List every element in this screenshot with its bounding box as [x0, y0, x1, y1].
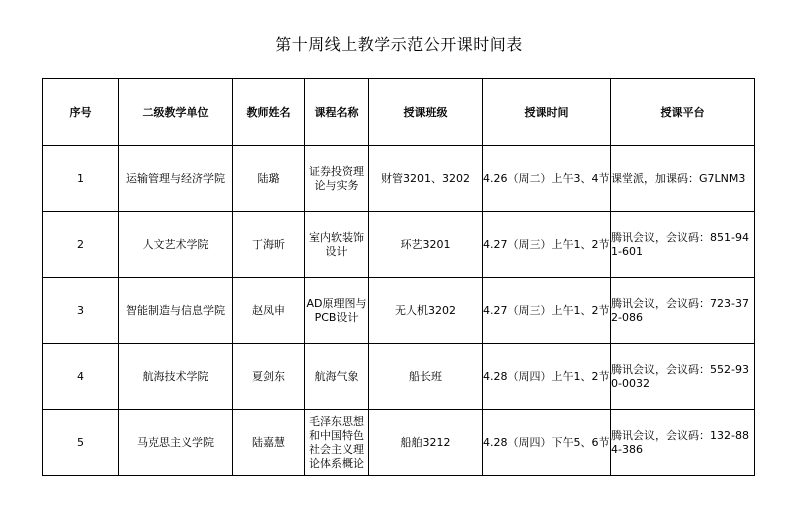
cell-no: 2 [43, 212, 119, 278]
table-row [43, 146, 755, 212]
table-row [43, 344, 755, 410]
cell-class: 船舶3212 [369, 410, 483, 476]
cell-no: 5 [43, 410, 119, 476]
cell-class: 船长班 [369, 344, 483, 410]
cell-no: 1 [43, 146, 119, 212]
cell-platform: 腾讯会议，会议码：851-941-601 [611, 212, 755, 278]
table-row [43, 410, 755, 476]
cell-time: 4.28（周四）上午1、2节 [483, 344, 611, 410]
cell-teacher: 陆嘉慧 [233, 410, 305, 476]
header-class: 授课班级 [369, 79, 483, 146]
cell-course: 室内软装饰设计 [305, 212, 369, 278]
cell-time: 4.26（周二）上午3、4节 [483, 146, 611, 212]
cell-platform: 课堂派，加课码：G7LNM3 [611, 146, 755, 212]
cell-unit: 马克思主义学院 [119, 410, 233, 476]
cell-course: 毛泽东思想和中国特色社会主义理论体系概论 [305, 410, 369, 476]
cell-course: 航海气象 [305, 344, 369, 410]
cell-unit: 人文艺术学院 [119, 212, 233, 278]
cell-class: 财管3201、3202 [369, 146, 483, 212]
table-row [43, 212, 755, 278]
cell-no: 4 [43, 344, 119, 410]
cell-teacher: 陆璐 [233, 146, 305, 212]
cell-course: AD原理图与PCB设计 [305, 278, 369, 344]
header-no: 序号 [43, 79, 119, 146]
cell-platform: 腾讯会议，会议码：552-930-0032 [611, 344, 755, 410]
cell-platform: 腾讯会议，会议码：132-884-386 [611, 410, 755, 476]
cell-unit: 航海技术学院 [119, 344, 233, 410]
header-teacher: 教师姓名 [233, 79, 305, 146]
header-platform: 授课平台 [611, 79, 755, 146]
table-header-row [43, 79, 755, 146]
schedule-table [42, 78, 755, 476]
header-course: 课程名称 [305, 79, 369, 146]
cell-teacher: 夏剑东 [233, 344, 305, 410]
page-title: 第十周线上教学示范公开课时间表 [275, 35, 523, 54]
cell-time: 4.28（周四）下午5、6节 [483, 410, 611, 476]
cell-unit: 智能制造与信息学院 [119, 278, 233, 344]
cell-time: 4.27（周三）上午1、2节 [483, 278, 611, 344]
header-unit: 二级教学单位 [119, 79, 233, 146]
table-row [43, 278, 755, 344]
cell-class: 环艺3201 [369, 212, 483, 278]
cell-time: 4.27（周三）上午1、2节 [483, 212, 611, 278]
header-time: 授课时间 [483, 79, 611, 146]
cell-unit: 运输管理与经济学院 [119, 146, 233, 212]
cell-class: 无人机3202 [369, 278, 483, 344]
cell-course: 证券投资理论与实务 [305, 146, 369, 212]
cell-platform: 腾讯会议，会议码：723-372-086 [611, 278, 755, 344]
cell-no: 3 [43, 278, 119, 344]
cell-teacher: 赵凤申 [233, 278, 305, 344]
cell-teacher: 丁海昕 [233, 212, 305, 278]
